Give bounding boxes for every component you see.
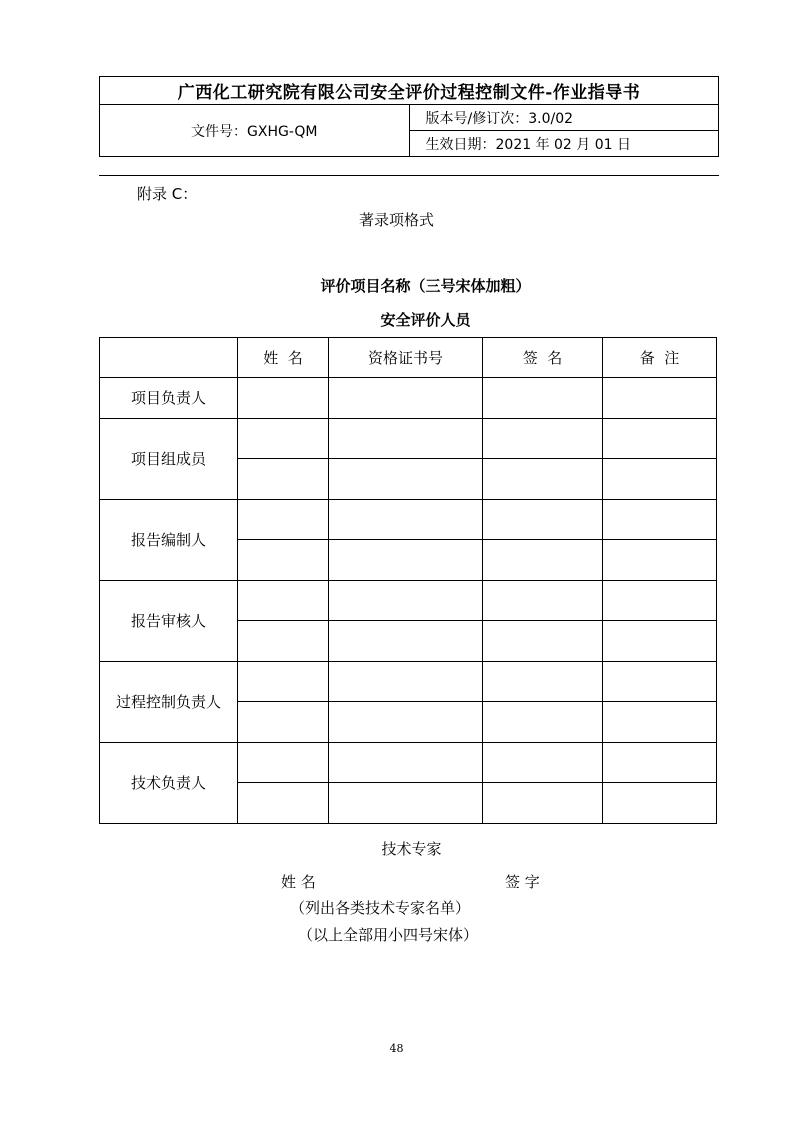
experts-sign-label: 签 字 <box>505 873 540 891</box>
document-title: 广西化工研究院有限公司安全评价过程控制文件-作业指导书 <box>100 77 719 105</box>
certificate-cell <box>329 378 483 419</box>
signature-cell <box>483 621 603 662</box>
personnel-title: 安全评价人员 <box>380 311 471 329</box>
name-cell <box>238 783 329 824</box>
experts-note-list: （列出各类技术专家名单） <box>290 899 471 917</box>
role-process-control-leader: 过程控制负责人 <box>100 661 238 742</box>
project-name: 评价项目名称（三号宋体加粗） <box>320 277 531 295</box>
signature-cell <box>483 540 603 581</box>
table-header-name: 姓 名 <box>238 338 329 378</box>
table-row <box>100 499 717 540</box>
name-cell <box>238 621 329 662</box>
certificate-cell <box>329 540 483 581</box>
version-number: 版本号/修订次：3.0/02 <box>409 105 719 131</box>
role-report-writer: 报告编制人 <box>100 499 238 580</box>
file-number: 文件号：GXHG-QM <box>100 105 410 157</box>
remarks-cell <box>603 378 717 419</box>
name-cell <box>238 742 329 783</box>
experts-name-label: 姓 名 <box>281 873 316 891</box>
role-team-member: 项目组成员 <box>100 418 238 499</box>
remarks-cell <box>603 499 717 540</box>
signature-cell <box>483 580 603 621</box>
format-title: 著录项格式 <box>358 211 434 229</box>
table-header-remarks: 备 注 <box>603 338 717 378</box>
document-header <box>99 76 719 157</box>
appendix-label: 附录 C： <box>137 185 198 203</box>
remarks-cell <box>603 580 717 621</box>
certificate-cell <box>329 499 483 540</box>
certificate-cell <box>329 661 483 702</box>
name-cell <box>238 418 329 459</box>
remarks-cell <box>603 702 717 743</box>
certificate-cell <box>329 418 483 459</box>
signature-cell <box>483 661 603 702</box>
signature-cell <box>483 783 603 824</box>
name-cell <box>238 661 329 702</box>
name-cell <box>238 540 329 581</box>
table-row <box>100 378 717 419</box>
table-row <box>100 742 717 783</box>
name-cell <box>238 499 329 540</box>
certificate-cell <box>329 459 483 500</box>
table-header-certificate: 资格证书号 <box>329 338 483 378</box>
signature-cell <box>483 418 603 459</box>
signature-cell <box>483 378 603 419</box>
personnel-table <box>99 337 717 824</box>
remarks-cell <box>603 621 717 662</box>
remarks-cell <box>603 418 717 459</box>
table-header-row <box>100 338 717 378</box>
name-cell <box>238 459 329 500</box>
table-row <box>100 661 717 702</box>
remarks-cell <box>603 661 717 702</box>
remarks-cell <box>603 459 717 500</box>
certificate-cell <box>329 742 483 783</box>
name-cell <box>238 702 329 743</box>
table-row <box>100 418 717 459</box>
certificate-cell <box>329 783 483 824</box>
certificate-cell <box>329 702 483 743</box>
signature-cell <box>483 742 603 783</box>
table-header-blank <box>100 338 238 378</box>
remarks-cell <box>603 742 717 783</box>
remarks-cell <box>603 783 717 824</box>
effective-date: 生效日期：2021 年 02 月 01 日 <box>409 131 719 157</box>
role-project-leader: 项目负责人 <box>100 378 238 419</box>
signature-cell <box>483 459 603 500</box>
role-technical-leader: 技术负责人 <box>100 742 238 823</box>
experts-note-font: （以上全部用小四号宋体） <box>298 926 479 944</box>
page-number: 48 <box>389 1042 404 1055</box>
signature-cell <box>483 499 603 540</box>
header-rule <box>99 175 719 176</box>
remarks-cell <box>603 540 717 581</box>
certificate-cell <box>329 621 483 662</box>
signature-cell <box>483 702 603 743</box>
role-report-reviewer: 报告审核人 <box>100 580 238 661</box>
name-cell <box>238 580 329 621</box>
table-row <box>100 580 717 621</box>
name-cell <box>238 378 329 419</box>
experts-title: 技术专家 <box>381 840 442 858</box>
certificate-cell <box>329 580 483 621</box>
table-header-signature: 签 名 <box>483 338 603 378</box>
